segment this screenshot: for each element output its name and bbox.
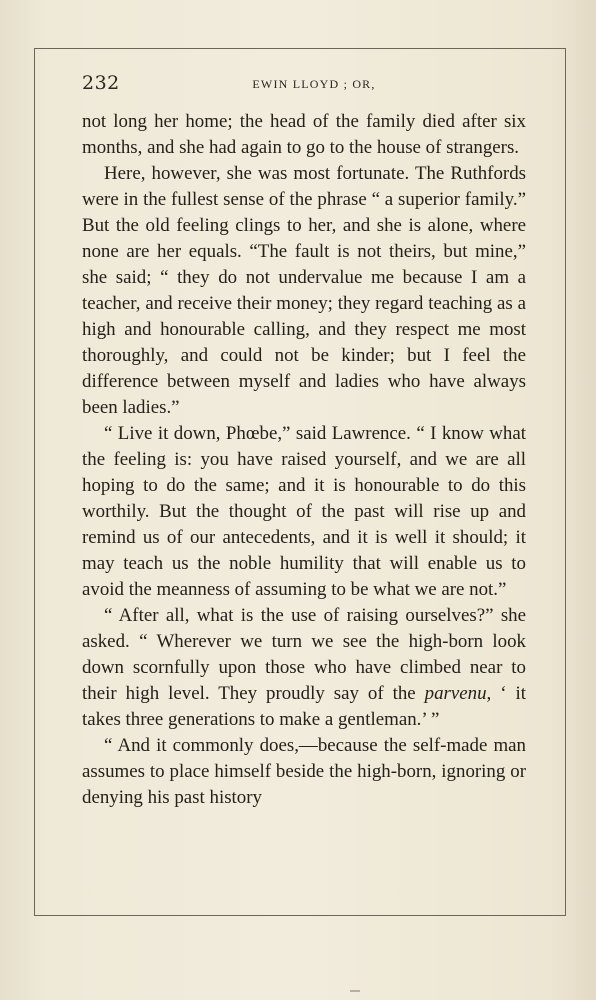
- paragraph-text: “ After all, what is the use of raising ourselves?” she asked. “ Wherever we turn we see the high-born look down scornfully upon those who have climbed near to their high level. They proudly say of the: [82, 605, 526, 704]
- body-text: [82, 109, 526, 811]
- paper-mark: [350, 990, 360, 992]
- page-number: 232: [82, 72, 120, 94]
- running-title: EWIN LLOYD ; OR,: [252, 77, 376, 91]
- paragraph: [82, 603, 526, 733]
- paragraph: “ And it commonly does,—because the self-made man assumes to place himself beside the high-born, ignoring or denying his past history: [82, 735, 526, 808]
- paragraph: “ Live it down, Phœbe,” said Lawrence. “ I know what the feeling is: you have raised yourself, and we are all hoping to do the same; and it is honourable to do this worthily. But the thought of the past will rise up and remind us of our antecedents, and it is well it should; it may teach us the noble humility that will enable us to avoid the meanness of assuming to be what we are not.”: [82, 423, 526, 600]
- paragraph: Here, however, she was most fortunate. The Ruthfords were in the fullest sense of the phrase “ a superior family.” But the old feeling clings to her, and she is alone, where none are her equals. “The fault is not theirs, but mine,” she said; “ they do not undervalue me because I am a teacher, and receive their money; they regard teaching as a high and honourable calling, and they respect me most thoroughly, and could not be kinder; but I feel the difference between myself and ladies who have always been ladies.”: [82, 163, 526, 418]
- italic-word: parvenu,: [424, 683, 492, 704]
- paragraph-continued: not long her home; the head of the family died after six months, and she had again to go to the house of strangers.: [82, 111, 526, 158]
- paragraph-text: ‘ it takes three generations to make a gentleman.’ ”: [82, 683, 526, 730]
- page-header: [82, 72, 526, 100]
